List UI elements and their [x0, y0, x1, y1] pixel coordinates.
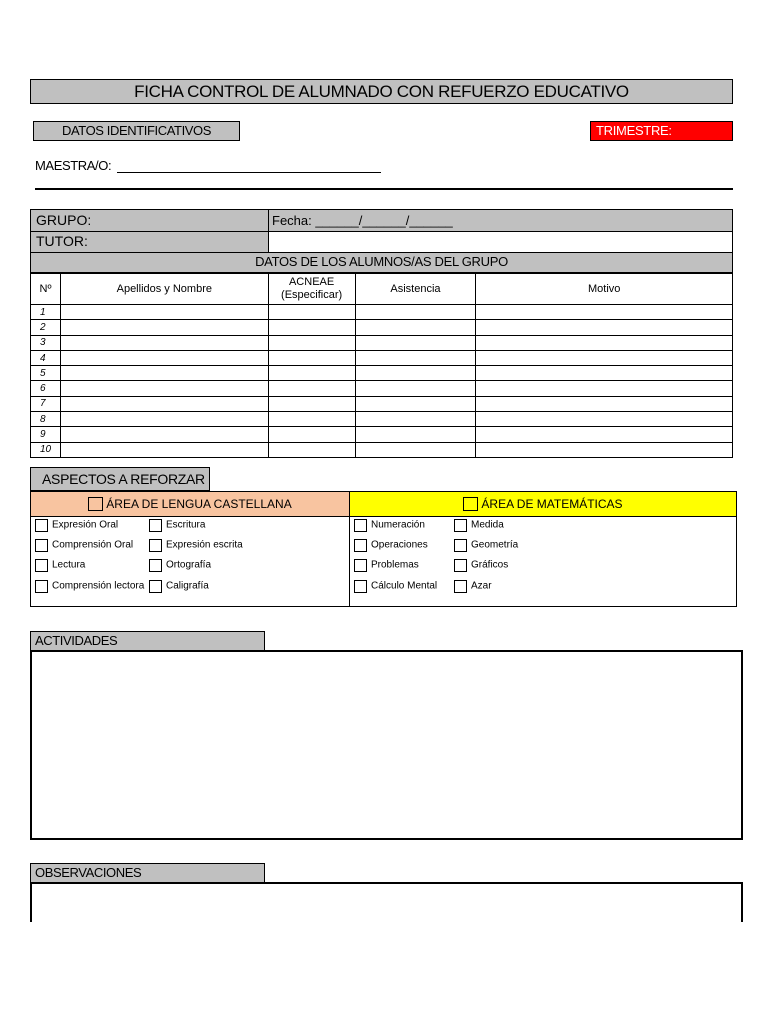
observaciones-heading: OBSERVACIONES — [30, 863, 265, 883]
checkbox-item[interactable] — [354, 519, 425, 532]
column-header-name: Apellidos y Nombre — [60, 274, 268, 305]
table-row — [31, 320, 733, 335]
checkbox-label: Comprensión Oral — [52, 539, 134, 551]
checkbox[interactable] — [354, 519, 367, 532]
name-cell[interactable] — [60, 366, 268, 381]
area-matematicas-label: ÁREA DE MATEMÁTICAS — [481, 497, 623, 511]
maestra-label: MAESTRA/O: — [35, 158, 112, 173]
checkbox[interactable] — [35, 539, 48, 552]
checkbox-item[interactable] — [354, 559, 419, 572]
motivo-cell[interactable] — [476, 320, 733, 335]
checkbox-item[interactable] — [35, 519, 118, 532]
table-row — [31, 366, 733, 381]
table-header-row — [31, 274, 733, 305]
areas-divider — [349, 517, 350, 607]
motivo-cell[interactable] — [476, 412, 733, 427]
checkbox-label: Escritura — [166, 519, 206, 531]
column-header-asistencia: Asistencia — [355, 274, 476, 305]
area-lengua-label: ÁREA DE LENGUA CASTELLANA — [106, 497, 292, 511]
acneae-cell[interactable] — [268, 442, 355, 457]
checkbox-label: Expresión escrita — [166, 539, 243, 551]
checkbox-item[interactable] — [454, 519, 504, 532]
row-number: 1 — [31, 305, 61, 320]
checkbox[interactable] — [354, 580, 367, 593]
table-row — [31, 396, 733, 411]
separator-line — [35, 188, 733, 190]
name-cell[interactable] — [60, 305, 268, 320]
checkbox[interactable] — [35, 580, 48, 593]
checkbox-item[interactable] — [354, 580, 437, 593]
table-row — [31, 335, 733, 350]
checkbox[interactable] — [454, 519, 467, 532]
asistencia-cell[interactable] — [355, 412, 476, 427]
checkbox-label: Ortografía — [166, 559, 212, 571]
page-title: FICHA CONTROL DE ALUMNADO CON REFUERZO EDUCATIVO — [30, 79, 733, 104]
name-cell[interactable] — [60, 381, 268, 396]
checkbox[interactable] — [354, 539, 367, 552]
name-cell[interactable] — [60, 335, 268, 350]
checkbox[interactable] — [149, 539, 162, 552]
motivo-cell[interactable] — [476, 427, 733, 442]
area-matematicas-checkbox[interactable] — [463, 497, 478, 511]
checkbox-item[interactable] — [149, 580, 209, 593]
checkbox-label: Caligrafía — [166, 580, 209, 592]
motivo-cell[interactable] — [476, 442, 733, 457]
checkbox-label: Gráficos — [471, 559, 509, 571]
grupo-field[interactable]: GRUPO: — [30, 209, 269, 232]
asistencia-cell[interactable] — [355, 366, 476, 381]
aspectos-heading: ASPECTOS A REFORZAR — [30, 467, 210, 491]
acneae-cell[interactable] — [268, 305, 355, 320]
asistencia-cell[interactable] — [355, 427, 476, 442]
checkbox-item[interactable] — [35, 539, 133, 552]
checkbox-label: Lectura — [52, 559, 86, 571]
column-header-motivo: Motivo — [476, 274, 733, 305]
name-cell[interactable] — [60, 320, 268, 335]
acneae-cell[interactable] — [268, 412, 355, 427]
checkbox-item[interactable] — [149, 519, 205, 532]
checkbox[interactable] — [149, 559, 162, 572]
checkbox-label: Azar — [471, 580, 492, 592]
row-number: 6 — [31, 381, 61, 396]
checkbox[interactable] — [149, 580, 162, 593]
checkbox[interactable] — [454, 559, 467, 572]
asistencia-cell[interactable] — [355, 305, 476, 320]
motivo-cell[interactable] — [476, 305, 733, 320]
checkbox-label: Cálculo Mental — [371, 580, 438, 592]
asistencia-cell[interactable] — [355, 396, 476, 411]
checkbox-item[interactable] — [149, 559, 211, 572]
checkbox-label: Problemas — [371, 559, 419, 571]
name-cell[interactable] — [60, 412, 268, 427]
checkbox-label: Geometría — [471, 539, 519, 551]
datos-alumnos-heading: DATOS DE LOS ALUMNOS/AS DEL GRUPO — [30, 253, 733, 273]
actividades-textarea[interactable] — [30, 650, 743, 840]
motivo-cell[interactable] — [476, 381, 733, 396]
checkbox-item[interactable] — [35, 559, 85, 572]
motivo-cell[interactable] — [476, 335, 733, 350]
table-row — [31, 305, 733, 320]
checkbox[interactable] — [454, 580, 467, 593]
asistencia-cell[interactable] — [355, 320, 476, 335]
acneae-cell[interactable] — [268, 396, 355, 411]
row-number: 7 — [31, 396, 61, 411]
row-number: 2 — [31, 320, 61, 335]
area-lengua-checkbox[interactable] — [88, 497, 103, 511]
column-header-acneae: ACNEAE (Especificar) — [268, 274, 355, 305]
table-row — [31, 427, 733, 442]
name-cell[interactable] — [60, 427, 268, 442]
students-table — [30, 273, 733, 458]
acneae-cell[interactable] — [268, 335, 355, 350]
checkbox-item[interactable] — [354, 539, 428, 552]
checkbox-label: Numeración — [371, 519, 425, 531]
motivo-cell[interactable] — [476, 350, 733, 365]
maestra-input-line[interactable] — [117, 172, 381, 173]
table-row — [31, 412, 733, 427]
row-number: 5 — [31, 366, 61, 381]
name-cell[interactable] — [60, 442, 268, 457]
checkbox-label: Expresión Oral — [52, 519, 119, 531]
checkbox-item[interactable] — [454, 539, 518, 552]
row-number: 8 — [31, 412, 61, 427]
trimestre-field[interactable]: TRIMESTRE: — [590, 121, 733, 141]
datos-identificativos-heading: DATOS IDENTIFICATIVOS — [33, 121, 240, 141]
fecha-field[interactable]: Fecha: ______/______/______ — [268, 209, 733, 232]
table-row — [31, 381, 733, 396]
table-row — [31, 442, 733, 457]
checkbox[interactable] — [35, 559, 48, 572]
area-lengua-header[interactable] — [30, 491, 350, 517]
actividades-heading: ACTIVIDADES — [30, 631, 265, 651]
checkbox[interactable] — [149, 519, 162, 532]
row-number: 10 — [31, 442, 61, 457]
checkbox-label: Medida — [471, 519, 504, 531]
checkbox-item[interactable] — [149, 539, 243, 552]
column-header-number: Nº — [31, 274, 61, 305]
acneae-cell[interactable] — [268, 366, 355, 381]
asistencia-cell[interactable] — [355, 335, 476, 350]
asistencia-cell[interactable] — [355, 381, 476, 396]
row-number: 9 — [31, 427, 61, 442]
checkbox-item[interactable] — [454, 580, 492, 593]
asistencia-cell[interactable] — [355, 442, 476, 457]
area-matematicas-header[interactable] — [349, 491, 737, 517]
motivo-cell[interactable] — [476, 366, 733, 381]
checkbox[interactable] — [35, 519, 48, 532]
acneae-cell[interactable] — [268, 320, 355, 335]
name-cell[interactable] — [60, 350, 268, 365]
tutor-field[interactable]: TUTOR: — [30, 232, 269, 253]
row-number: 4 — [31, 350, 61, 365]
checkbox-item[interactable] — [454, 559, 508, 572]
motivo-cell[interactable] — [476, 396, 733, 411]
checkbox[interactable] — [454, 539, 467, 552]
checkbox-item[interactable] — [35, 580, 145, 593]
checkbox[interactable] — [354, 559, 367, 572]
checkbox-label: Operaciones — [371, 539, 428, 551]
tutor-input[interactable] — [268, 232, 733, 253]
acneae-cell[interactable] — [268, 427, 355, 442]
observaciones-textarea[interactable] — [30, 882, 743, 922]
acneae-cell[interactable] — [268, 381, 355, 396]
table-row — [31, 350, 733, 365]
name-cell[interactable] — [60, 396, 268, 411]
checkbox-label: Comprensión lectora — [52, 580, 145, 592]
asistencia-cell[interactable] — [355, 350, 476, 365]
acneae-cell[interactable] — [268, 350, 355, 365]
row-number: 3 — [31, 335, 61, 350]
